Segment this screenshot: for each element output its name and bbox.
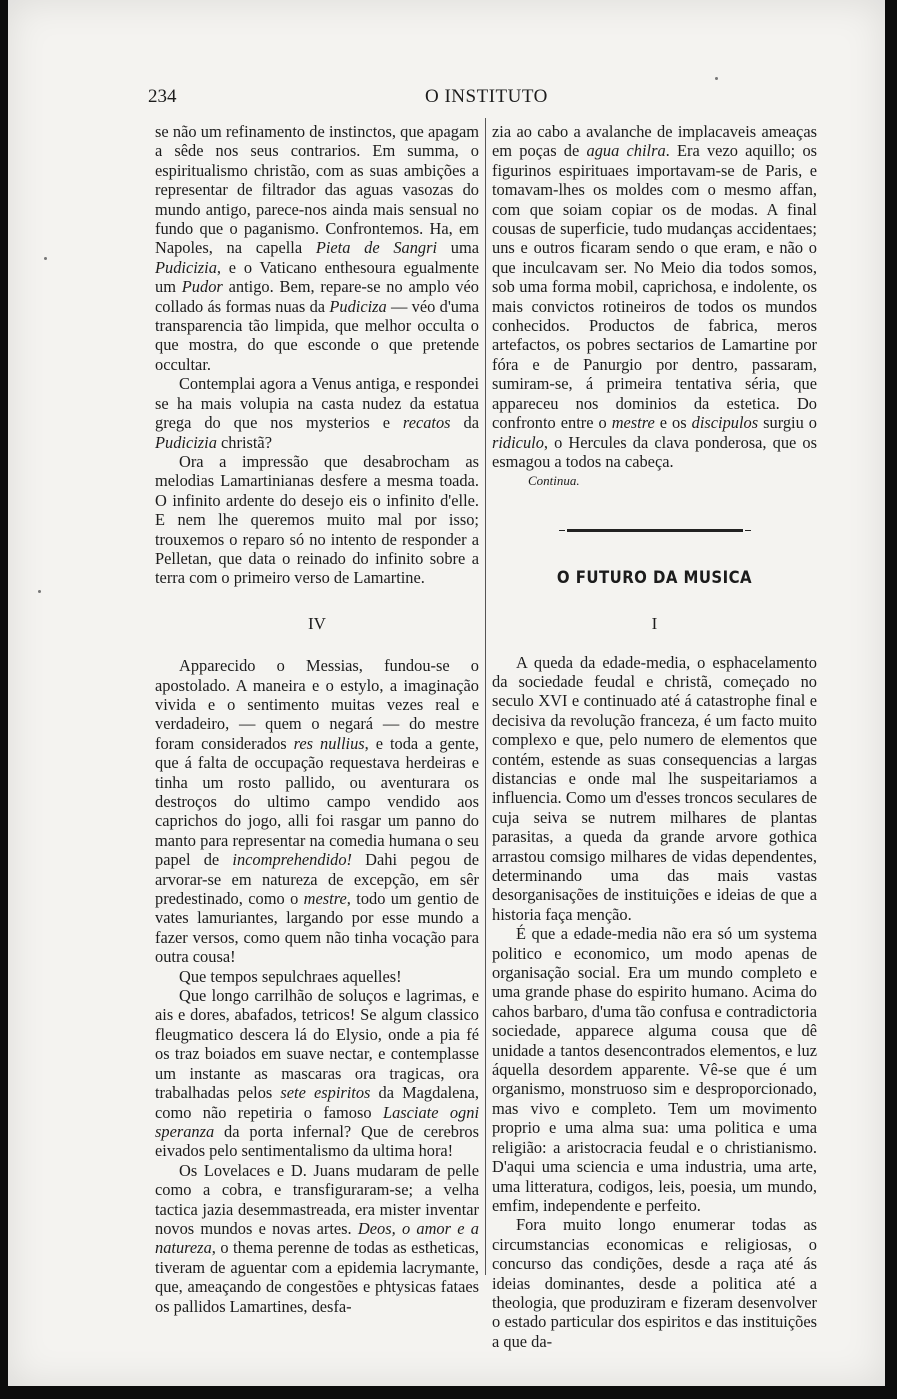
italic-phrase: mestre: [611, 413, 655, 433]
text-run: Que tempos sepulchraes aquelles!: [179, 966, 402, 986]
paragraph: [155, 452, 479, 588]
text-run: da Magdalena, como não repetiria o famoso: [155, 1083, 479, 1122]
text-run: da: [450, 413, 479, 433]
italic-phrase: sete espiritos: [280, 1083, 371, 1103]
paragraph: [492, 653, 817, 925]
text-run: , e o Vaticano enthesoura egualmente um: [155, 257, 479, 297]
paragraph: [492, 122, 817, 471]
paragraph: [155, 656, 479, 967]
section-divider-rule: [567, 529, 743, 532]
italic-phrase: recatos: [402, 413, 451, 433]
text-run: , o thema perenne de todas as estheticas, tiveram de aguentar com a epidemia lacrymante, que, ameaçando de congestões e phtysicas fataes os pallidos Lamartines, desfa-: [155, 1238, 479, 1316]
text-run: Que longo carrilhão de soluços e lagrimas, e ais e dores, abafados, tetricos! Se algum classico fleugmatico descera lá do Elysio, onde a pia fé os traz boiados em suave nectar, e contemplasse um instante as mascaras ora tragicas, ora trabalhadas pelos: [155, 986, 479, 1103]
article-title: O FUTURO DA MUSICA: [556, 567, 753, 588]
text-run: Contemplai agora a Venus antiga, e respondei se ha mais volupia na casta nudez da estatua grega do que nos mysterios e: [155, 374, 479, 433]
paragraph: [492, 924, 817, 1215]
italic-phrase: discipulos: [691, 413, 759, 433]
italic-phrase: res nullius: [293, 733, 365, 753]
text-run: Ora a impressão que desabrocham as melodias Lamartinianas desfere a mesma toada. O infinito ardente do desejo eis o infinito d'elle. E nem lhe queremos muito mal por isso; trouxemos o reparo só no intento de responder a Pelletan, que data o reinado do infinito sobre a terra com o primeiro verso de Lamartine.: [155, 451, 479, 588]
text-run: , todo um gentio de vates lamuriantes, largando por esse mundo a fazer versos, como quem não tinha vocação para outra cousa!: [155, 889, 480, 967]
italic-phrase: Pudicizia: [155, 432, 217, 452]
text-run: Os Lovelaces e D. Juans mudaram de pelle como a cobra, e transfiguraram-se; a velha tactica jazia desemmastreada, era mister inventar novos mundos e novas artes.: [155, 1160, 479, 1238]
text-run: Apparecido o Messias, fundou-se o apostolado. A maneira e o estylo, a imaginação vivida e o sentimento muitas vezes real e verdadeiro, — quem o negará — do mestre foram considerados: [155, 656, 479, 753]
paragraph: [155, 1161, 479, 1316]
italic-phrase: incomprehendido!: [232, 850, 352, 870]
italic-phrase: ridiculo: [492, 432, 544, 452]
running-title: O INSTITUTO: [425, 86, 548, 107]
print-speck: [44, 257, 47, 260]
text-run: antigo. Bem, repare-se no amplo véo collado ás formas nuas da: [155, 277, 480, 316]
text-run: . Era vezo aquillo; os figurinos espirituaes importavam-se de Paris, e tomavam-lhes os moldes com o mesmo affan, com que soiam copiar os de modas. A final cousas de superficie, tudo mudanças accidentaes; uns e outros ficaram sendo o que eram, e não o que inculcavam ser. No Meio dia todos somos, sob uma forma mobil, caprichosa, e indolente, os mais convictos rotineiros de todos os mundos conhecidos. Productos de fabrica, meros artefactos, os pobres sectarios de Lamartine por fóra e de Panurgio por dentro, passaram, sumiram-se, á primeira tentativa séria, que appareceu nos dominios da estetica. Do confronto entre o: [492, 141, 818, 433]
text-run: e os: [654, 413, 692, 433]
italic-phrase: mestre: [303, 889, 347, 909]
section-number: I: [651, 614, 658, 634]
paragraph: [155, 122, 479, 374]
print-speck: [38, 590, 41, 593]
right-column: [492, 122, 817, 1351]
text-run: — véo d'uma transparencia tão limpida, que melhor occulta o que mostra, do que esconde o que pretende occultar.: [155, 296, 479, 374]
paragraph: [155, 986, 479, 1161]
italic-phrase: Pudiciza: [329, 296, 387, 316]
paragraph: [155, 374, 479, 452]
section-number: IV: [308, 613, 326, 633]
left-column: [155, 122, 479, 1316]
text-run: A queda da edade-media, o esphacelamento da sociedade feudal e christã, começado no seculo XVI e continuado até á catastrophe final e decisiva da revolução franceza, é um facto muito complexo e que, pelo numero de elementos que contém, estende as suas consequencias a largas distancias e onde mal lhe suspeitariamos a influencia. Como um d'esses troncos seculares de cuja seiva se nutrem milhares de plantas parasitas, a queda da grande arvore gothica arrastou comsigo milhares de vidas dependentes, determinando uma das mais vastas desorganisações de instituições e ideias de que a historia faça menção.: [492, 652, 817, 924]
text-run: surgiu o: [758, 413, 818, 433]
print-speck: [715, 77, 718, 80]
text-run: Dahi pegou de arvorar-se em natureza de excepção, em sêr predestinado, como o: [155, 850, 479, 909]
italic-phrase: Pudicizia: [155, 257, 217, 277]
page-sheet: [8, 0, 885, 1386]
italic-phrase: agua chilra: [586, 141, 666, 161]
text-run: uma: [437, 238, 479, 258]
text-run: Fora muito longo enumerar todas as circumstancias economicas e religiosas, o concurso das condições, desde a raça até ás ideias dominantes, desde a politica até a theologia, que produziram e fizeram desenvolver o estado particular dos espiritos e das instituições a que da-: [492, 1215, 817, 1351]
column-divider: [485, 118, 486, 1275]
italic-phrase: Pieta de Sangri: [315, 238, 438, 258]
text-run: da porta infernal? Que de cerebros eivados pelo sentimentalismo da ultima hora!: [155, 1121, 479, 1161]
paragraph: [155, 967, 479, 986]
text-run: , e toda a gente, que á falta de occupação requestava herdeiras e tinha um rosto pallido, ou aventurara os destroços do ultimo campo vendido aos caprichos do jogo, alli foi rasgar um panno do manto para representar na comedia humana o seu papel de: [155, 733, 479, 870]
text-run: , o Hercules da clava ponderosa, que os esmagou a todos na cabeça.: [492, 432, 817, 471]
text-run: christã?: [216, 432, 272, 452]
italic-phrase: Deos, o amor e a natureza: [155, 1218, 479, 1258]
page-number: 234: [148, 86, 177, 107]
text-run: se não um refinamento de instinctos, que apagam a sêde nos seus contrarios. Em summa, o espiritualismo christão, com as suas ambições a representar de filtrador das aguas vasozas do mundo antigo, parece-nos ainda mais sensual no fundo que o paganismo. Confrontemos. Ha, em Napoles, na capella: [155, 122, 479, 258]
signature-continua: Continua.: [528, 473, 580, 489]
italic-phrase: Lasciate ogni speranza: [155, 1102, 479, 1141]
italic-phrase: Pudor: [181, 277, 223, 297]
text-run: É que a edade-media não era só um systema politico e economico, um modo apenas de organisação social. Era um mundo completo e uma grande phase do espirito humano. Acima do cahos barbaro, d'uma tão confusa e contradictoria sociedade, apparece alguma cousa que dê unidade a tantos desencontrados elementos, e luz áquella desordem apparente. Vê-se que é um organismo, monstruoso sim e desproporcionado, mas vivo e completo. Tem um movimento proprio e uma alma sua: uma politica e uma religião: a aristocracia feudal e o christianismo. D'aqui uma sciencia e uma industria, uma arte, uma litteratura, codigos, leis, poesia, um mundo, emfim, independente e perfeito.: [492, 924, 817, 1215]
text-run: zia ao cabo a avalanche de implacaveis ameaças em poças de: [492, 122, 817, 161]
paragraph: [492, 1215, 817, 1351]
